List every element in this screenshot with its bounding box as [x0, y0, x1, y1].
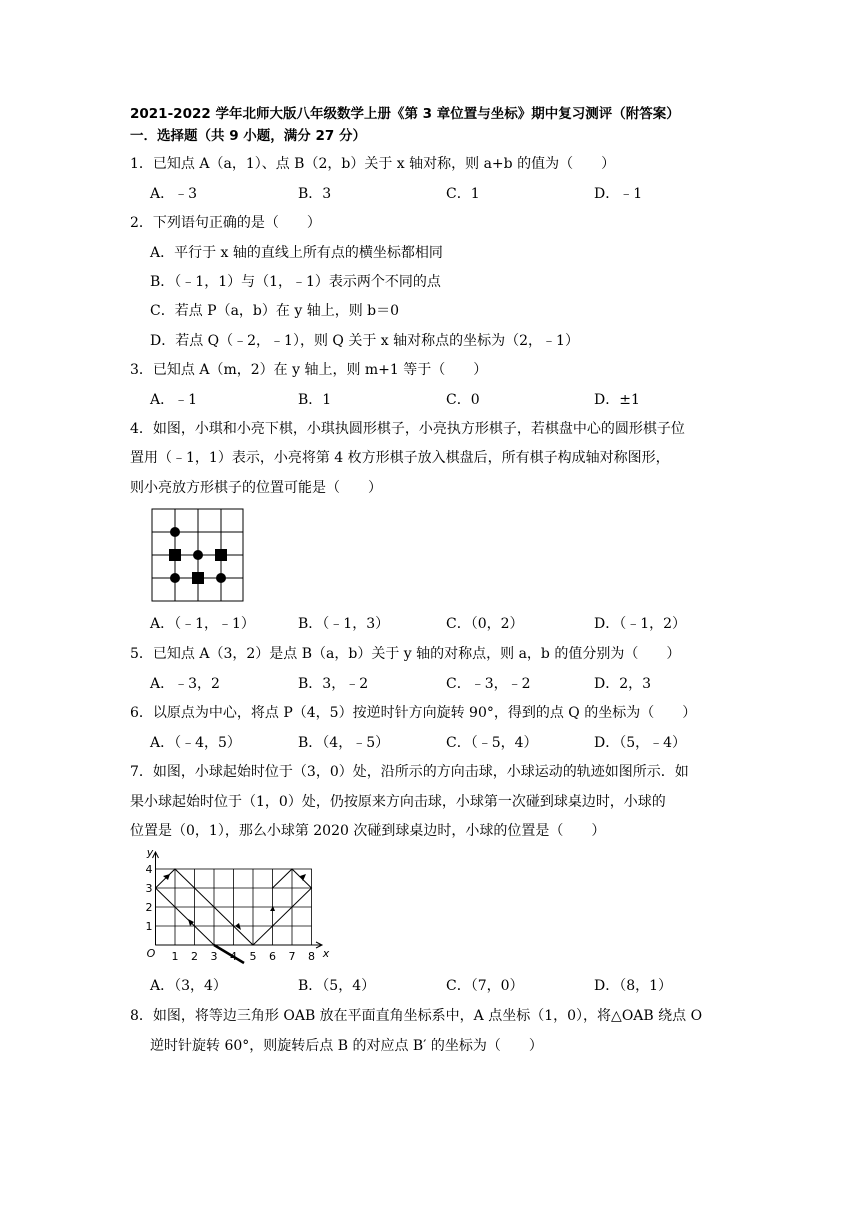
q5-option-b: B．3，﹣2	[298, 676, 369, 692]
q3-option-b: B．1	[298, 392, 332, 408]
q1-option-a: A．﹣3	[150, 186, 198, 202]
q4-option-d: D．（﹣1，2）	[594, 616, 687, 632]
q1-option-d: D．﹣1	[594, 186, 643, 202]
question-7-line-2: 果小球起始时位于（1，0）处，仍按原来方向击球，小球第一次碰到球桌边时，小球的	[130, 794, 666, 810]
x-tick-label: 7	[288, 950, 296, 963]
q6-option-c: C．（﹣5，4）	[446, 735, 538, 751]
y-tick-label: 4	[145, 863, 153, 876]
x-tick-label: 2	[191, 950, 198, 963]
square-piece	[169, 549, 181, 561]
question-8-line-2: 逆时针旋转 60°，则旋转后点 B 的对应点 B′ 的坐标为（ ）	[150, 1038, 543, 1054]
q7-option-d: D．（8，1）	[594, 978, 673, 994]
q6-option-a: A．（﹣4，5）	[150, 735, 241, 751]
round-piece	[193, 550, 203, 560]
x-tick-label: 3	[210, 950, 218, 963]
question-5: 5．已知点 A（3，2）是点 B（a，b）关于 y 轴的对称点，则 a，b 的值分别为（ ）	[130, 646, 681, 662]
x-tick-label: 1	[171, 950, 179, 963]
q1-option-b: B．3	[298, 186, 332, 202]
x-tick-label: 6	[269, 950, 276, 963]
y-axis-label: y	[146, 846, 154, 859]
question-7-line-3: 位置是（0，1），那么小球第 2020 次碰到球桌边时，小球的位置是（ ）	[130, 823, 606, 839]
question-3: 3．已知点 A（m，2）在 y 轴上，则 m+1 等于（ ）	[130, 362, 488, 378]
q4-option-b: B．（﹣1，3）	[298, 616, 390, 632]
round-piece	[216, 573, 226, 583]
question-8-line-1: 8．如图，将等边三角形 OAB 放在平面直角坐标系中，A 点坐标（1，0），将△OAB 绕点 O	[130, 1008, 703, 1024]
x-tick-label: 8	[308, 950, 315, 963]
q2-option-d: D．若点 Q（﹣2，﹣1），则 Q 关于 x 轴对称点的坐标为（2，﹣1）	[150, 333, 579, 349]
q1-option-c: C．1	[446, 186, 480, 202]
q4-option-a: A．（﹣1，﹣1）	[150, 616, 255, 632]
y-tick-label: 2	[145, 901, 153, 914]
question-4-line-3: 则小亮放方形棋子的位置可能是（ ）	[130, 480, 382, 496]
q5-option-d: D．2，3	[594, 676, 652, 692]
x-tick-label: 5	[249, 950, 257, 963]
q2-option-c: C．若点 P（a，b）在 y 轴上，则 b＝0	[150, 303, 400, 319]
q7-option-c: C．（7，0）	[446, 978, 524, 994]
q3-option-d: D．±1	[594, 392, 640, 408]
x-axis-label: x	[322, 947, 330, 960]
q3-option-c: C．0	[446, 392, 480, 408]
question-7-line-1: 7．如图，小球起始时位于（3，0）处，沿所示的方向击球，小球运动的轨迹如图所示．如	[130, 764, 689, 780]
document-title: 2021-2022 学年北师大版八年级数学上册《第 3 章位置与坐标》期中复习测评（附答案）	[130, 106, 680, 122]
y-tick-label: 3	[145, 882, 153, 895]
origin-label: O	[146, 947, 156, 960]
q5-option-a: A．﹣3，2	[150, 676, 220, 692]
question-1: 1．已知点 A（a，1）、点 B（2，b）关于 x 轴对称，则 a+b 的值为（ ）	[130, 156, 616, 172]
q7-option-b: B．（5，4）	[298, 978, 376, 994]
question-6: 6．以原点为中心，将点 P（4，5）按逆时针方向旋转 90°，得到的点 Q 的坐标为（ ）	[130, 705, 697, 721]
q6-option-b: B．（4，﹣5）	[298, 735, 390, 751]
question-4-line-1: 4．如图，小琪和小亮下棋，小琪执圆形棋子，小亮执方形棋子，若棋盘中心的圆形棋子位	[130, 421, 685, 437]
q5-option-c: C．﹣3，﹣2	[446, 676, 531, 692]
square-piece	[215, 549, 227, 561]
chessboard-figure	[150, 507, 245, 605]
q4-option-c: C．（0，2）	[446, 616, 524, 632]
q6-option-d: D．（5，﹣4）	[594, 735, 687, 751]
q2-option-a: A．平行于 x 轴的直线上所有点的横坐标都相同	[150, 245, 443, 261]
square-piece	[192, 572, 204, 584]
round-piece	[170, 527, 180, 537]
x-tick-label: 4	[230, 950, 237, 963]
q2-option-b: B．（﹣1，1）与（1，﹣1）表示两个不同的点	[150, 274, 441, 290]
y-tick-label: 1	[145, 920, 153, 933]
billiard-figure	[140, 843, 340, 968]
round-piece	[170, 573, 180, 583]
section-heading: 一．选择题（共 9 小题，满分 27 分）	[130, 128, 366, 144]
question-4-line-2: 置用（﹣1，1）表示，小亮将第 4 枚方形棋子放入棋盘后，所有棋子构成轴对称图形，	[130, 450, 670, 466]
q3-option-a: A．﹣1	[150, 392, 198, 408]
q7-option-a: A．（3，4）	[150, 978, 227, 994]
question-2: 2．下列语句正确的是（ ）	[130, 215, 321, 231]
